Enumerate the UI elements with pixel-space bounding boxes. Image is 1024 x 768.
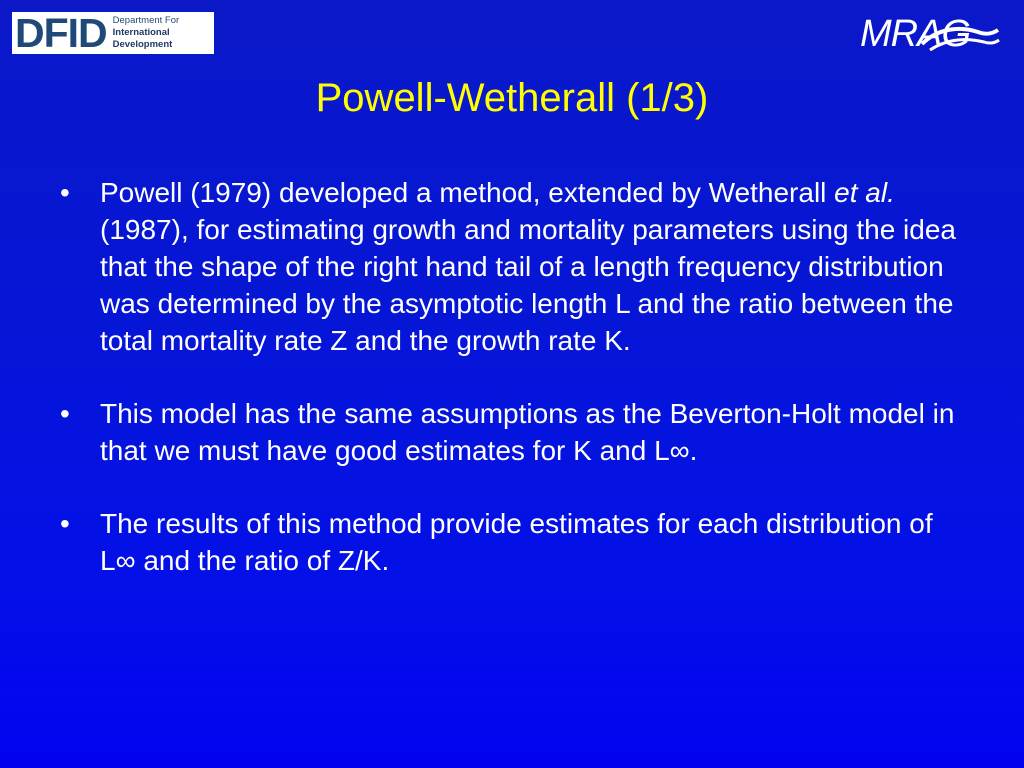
bullet-text: This model has the same assumptions as the Beverton-Holt model in that we must have good estimates for K and L∞. xyxy=(100,398,955,466)
mrag-logo xyxy=(860,14,998,54)
dfid-logo-text xyxy=(113,15,180,51)
dfid-logo-letters: DFID xyxy=(15,14,107,52)
bullet-item xyxy=(60,395,970,469)
mrag-logo-text: MRAG xyxy=(860,13,970,55)
bullet-item xyxy=(60,174,970,359)
mrag-wave-icon xyxy=(920,24,1000,52)
bullet-text: Powell (1979) developed a method, extended by Wetherall xyxy=(100,177,835,208)
bullet-text: (1987), for estimating growth and mortality parameters using the idea that the shape of the right hand tail of a length frequency distribution was determined by the asymptotic length L and the ratio between the total mortality rate Z and the growth rate K. xyxy=(100,214,956,356)
bullet-text: The results of this method provide estimates for each distribution of L∞ and the ratio of Z/K. xyxy=(100,508,933,576)
bullet-italic-text: et al. xyxy=(834,177,895,208)
dfid-logo-line3: Development xyxy=(112,39,173,50)
dfid-logo xyxy=(12,12,214,54)
bullet-list xyxy=(60,174,970,615)
dfid-logo-line1: Department For xyxy=(112,15,180,26)
dfid-logo-line2: International xyxy=(112,27,170,38)
bullet-item xyxy=(60,505,970,579)
slide-title: Powell-Wetherall (1/3) xyxy=(315,76,709,120)
